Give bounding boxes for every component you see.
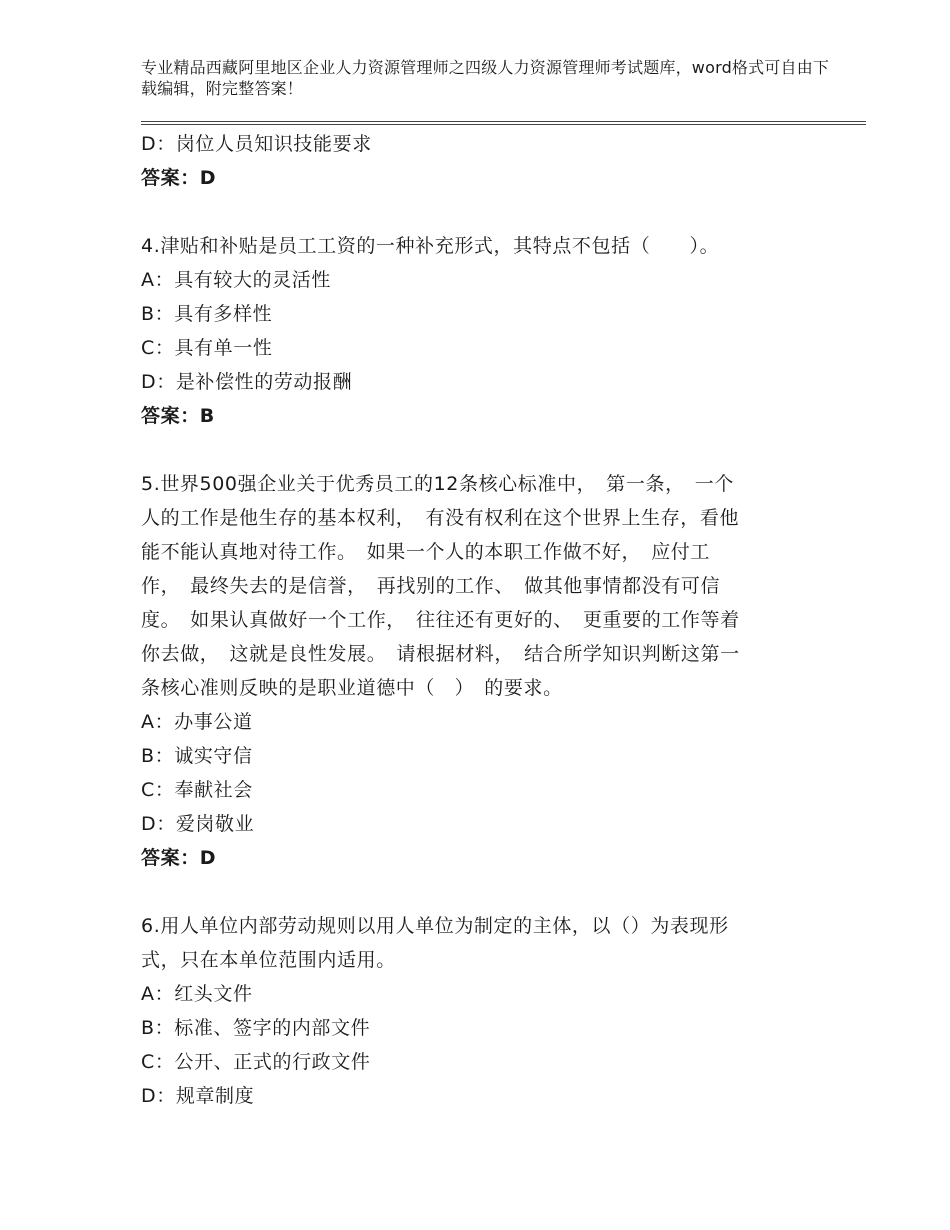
answer: 答案：D bbox=[141, 847, 217, 869]
option-b: B：具有多样性 bbox=[141, 303, 273, 325]
option-c: C：奉献社会 bbox=[141, 779, 253, 801]
option-c: C：公开、正式的行政文件 bbox=[141, 1051, 371, 1073]
question-stem bbox=[141, 467, 813, 705]
option-c: C：具有单一性 bbox=[141, 337, 273, 359]
header-rule-top bbox=[141, 121, 866, 122]
stem-line: 5.世界500强企业关于优秀员工的12条核心标准中， 第一条， 一个 bbox=[141, 473, 734, 495]
stem-line: 式，只在本单位范围内适用。 bbox=[141, 949, 396, 971]
option-d: D：是补偿性的劳动报酬 bbox=[141, 371, 353, 393]
question-6 bbox=[141, 909, 813, 1113]
stem-line: 你去做， 这就是良性发展。 请根据材料， 结合所学知识判断这第一 bbox=[141, 643, 740, 665]
option-d: D：岗位人员知识技能要求 bbox=[141, 133, 372, 155]
question-stem bbox=[141, 909, 813, 977]
stem-line: 能不能认真地对待工作。 如果一个人的本职工作做不好， 应付工 bbox=[141, 541, 711, 563]
document-header bbox=[141, 57, 831, 99]
stem-line: 人的工作是他生存的基本权利， 有没有权利在这个世界上生存，看他 bbox=[141, 507, 740, 529]
answer: 答案：B bbox=[141, 405, 215, 427]
header-text: 专业精品西藏阿里地区企业人力资源管理师之四级人力资源管理师考试题库，word格式可自由下载编辑，附完整答案！ bbox=[141, 58, 830, 98]
option-d: D：爱岗敬业 bbox=[141, 813, 255, 835]
previous-question-tail bbox=[141, 127, 813, 195]
option-b: B：诚实守信 bbox=[141, 745, 253, 767]
header-rule-bottom bbox=[141, 124, 866, 125]
question-stem: 4.津贴和补贴是员工工资的一种补充形式，其特点不包括（ ）。 bbox=[141, 235, 720, 257]
stem-line: 条核心准则反映的是职业道德中（ ） 的要求。 bbox=[141, 677, 563, 699]
question-4 bbox=[141, 229, 813, 433]
question-list bbox=[141, 127, 813, 1113]
question-5 bbox=[141, 467, 813, 875]
option-a: A：具有较大的灵活性 bbox=[141, 269, 331, 291]
answer: 答案：D bbox=[141, 167, 217, 189]
option-a: A：红头文件 bbox=[141, 983, 253, 1005]
option-d: D：规章制度 bbox=[141, 1085, 255, 1107]
option-b: B：标准、签字的内部文件 bbox=[141, 1017, 371, 1039]
option-a: A：办事公道 bbox=[141, 711, 253, 733]
stem-line: 度。 如果认真做好一个工作， 往往还有更好的、 更重要的工作等着 bbox=[141, 609, 740, 631]
stem-line: 作， 最终失去的是信誉， 再找别的工作、 做其他事情都没有可信 bbox=[141, 575, 721, 597]
stem-line: 6.用人单位内部劳动规则以用人单位为制定的主体，以（）为表现形 bbox=[141, 915, 729, 937]
